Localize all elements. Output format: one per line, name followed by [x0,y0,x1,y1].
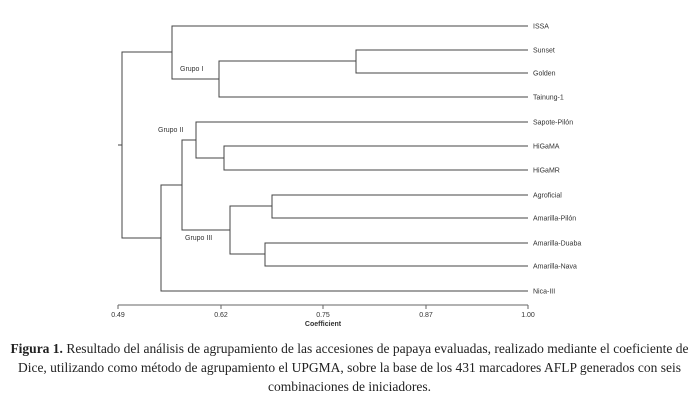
branch-root [122,52,172,238]
branch-sg-tainung [219,61,528,97]
group-label-iii: Grupo III [185,235,213,242]
leaf-label: Amarilla-Duaba [533,240,582,248]
branch-sapote-higa [196,122,528,158]
group-label-ii: Grupo II [158,127,184,134]
leaf-label: HiGaMA [533,143,560,151]
leaf-labels [533,24,581,296]
branch-sunset-golden [356,50,528,73]
leaf-label: Tainung-1 [533,94,564,102]
branch-higama-higamr [224,146,528,170]
group-label-i: Grupo I [180,66,204,73]
x-axis [111,305,535,328]
leaf-label: Sapote-Pilón [533,119,574,127]
leaf-label: Golden [533,70,556,78]
leaf-label: ISSA [533,23,549,31]
leaf-label: Nica-III [533,288,556,296]
leaf-label: Amarilla-Nava [533,263,577,271]
branch-duaba-nava [265,243,528,266]
tick-label: 0.75 [316,312,330,319]
figure-caption [10,339,689,396]
branch-grupo-iii [230,206,272,254]
axis-title: Coefficient [304,321,342,328]
caption-text: Resultado del análisis de agrupamiento de las accesiones de papaya evaluadas, realizado mediante el coeficiente de Dice, utilizando como método de agrupamiento el UPGMA, sobre la base de los 431 marcadores AFLP generados con seis combinaciones de iniciadores. [17,341,689,394]
tick-label: 0.87 [419,312,433,319]
tick-label: 1.00 [521,312,535,319]
branch-nica [161,185,528,291]
leaf-label: Amarilla-Pilón [533,215,577,223]
caption-label: Figura 1. [10,341,63,356]
leaf-label: HiGaMR [533,167,560,175]
group-labels [158,66,212,242]
branch-agroficial-amarilla-pilon [272,195,528,218]
leaf-label: Sunset [533,47,555,55]
leaf-label: Agroficial [533,192,562,200]
branch-grupo-ii-iii [182,140,230,230]
tick-label: 0.49 [111,312,125,319]
branch-issa [172,26,528,79]
tick-label: 0.62 [214,312,228,319]
